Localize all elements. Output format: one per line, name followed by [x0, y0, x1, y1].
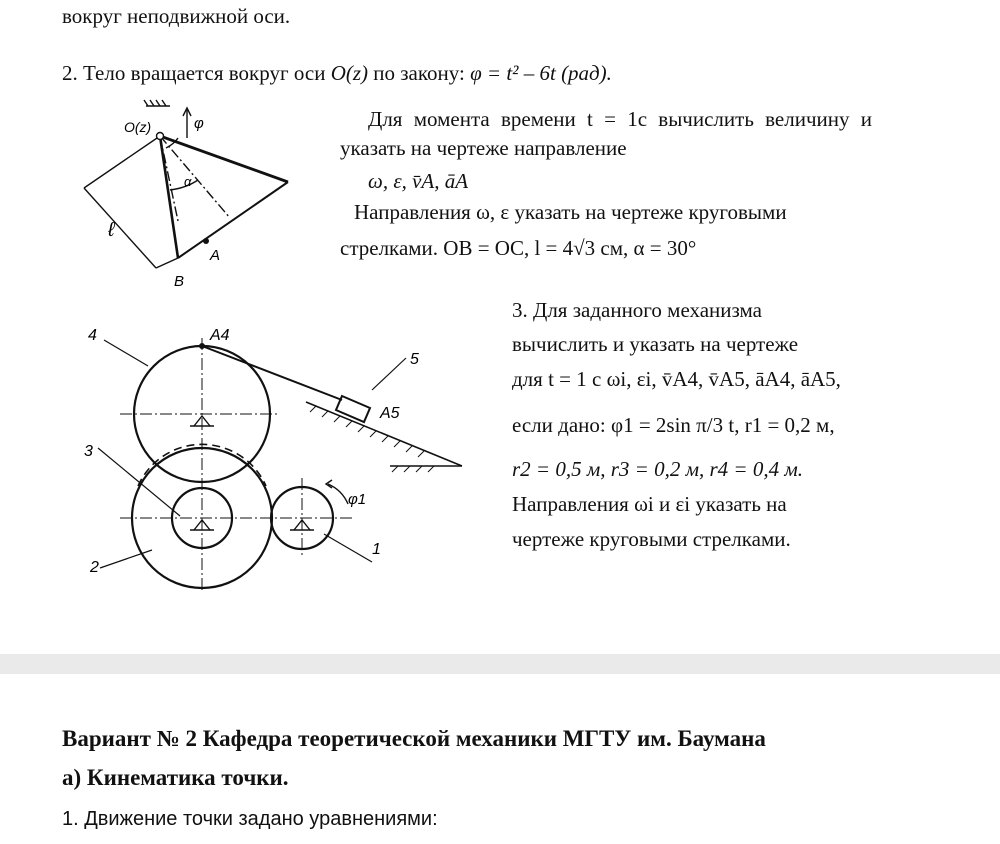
problem3-line2: вычислить и указать на чертеже	[512, 332, 799, 356]
label-l: ℓ	[108, 219, 115, 241]
label-1: 1	[372, 541, 381, 558]
cable	[202, 346, 342, 400]
problem2-line4: Направления ω, ε указать на чертеже круговыми	[354, 200, 787, 224]
problem3-line1: 3. Для заданного механизма	[512, 298, 762, 322]
problem2-law-prefix: по закону:	[373, 61, 465, 85]
plate-edge-cb	[178, 182, 288, 258]
plate-edge-oc	[160, 136, 288, 182]
problem2-line1: Для момента времени t = 1c вычислить величину и	[368, 107, 873, 131]
label-axis: O(z)	[124, 119, 152, 135]
problem2-line3: ω, ε, v̄A, āA	[368, 169, 469, 193]
label-5: 5	[410, 351, 419, 368]
label-phi1: φ1	[348, 491, 367, 508]
figure-mechanism	[80, 318, 470, 593]
block-5	[336, 396, 370, 422]
label-a5: A5	[380, 405, 400, 422]
point-a	[203, 238, 209, 244]
point-o	[157, 133, 164, 140]
point-a4	[199, 343, 205, 349]
problem3-line3: для t = 1 c ωi, εi, v̄A4, v̄A5, āA4, āA5,	[512, 367, 841, 391]
problem2-line5: стрелками. OB = OC, l = 4√3 см, α = 30°	[340, 236, 697, 260]
dimension-l	[84, 188, 156, 268]
plate-edge-o	[84, 136, 160, 188]
problem2-line2: указать на чертеже направление	[340, 136, 627, 160]
page2-heading2: а) Кинематика точки.	[62, 765, 289, 790]
problem2-law: φ = t² – 6t (рад).	[470, 61, 612, 85]
problem3-line7: чертеже круговыми стрелками.	[512, 527, 791, 551]
figure-rotating-body	[70, 96, 310, 291]
problem2-axis: O(z)	[330, 61, 369, 85]
label-phi: φ	[194, 115, 204, 132]
label-b: B	[174, 273, 185, 290]
problem3-line6: Направления ωi и εi указать на	[512, 492, 787, 516]
label-4: 4	[88, 327, 97, 344]
problem3-line4: если дано: φ1 = 2sin π/3 t, r1 = 0,2 м,	[512, 413, 835, 437]
label-alpha: α	[184, 174, 192, 189]
page2-item1: 1. Движение точки задано уравнениями:	[62, 808, 438, 830]
page-separator	[0, 654, 1000, 674]
axis-ref	[160, 136, 178, 221]
problem2-intro: 2. Тело вращается вокруг оси	[62, 61, 326, 85]
top-line: вокруг неподвижной оси.	[62, 4, 291, 28]
label-a: A	[210, 247, 221, 264]
problem2-title	[62, 61, 612, 85]
label-2: 2	[90, 559, 99, 576]
page2-heading1: Вариант № 2 Кафедра теоретической механики МГТУ им. Баумана	[62, 726, 766, 751]
label-a4: A4	[210, 327, 230, 344]
problem3-line5: r2 = 0,5 м, r3 = 0,2 м, r4 = 0,4 м.	[512, 457, 803, 481]
label-3: 3	[84, 443, 93, 460]
